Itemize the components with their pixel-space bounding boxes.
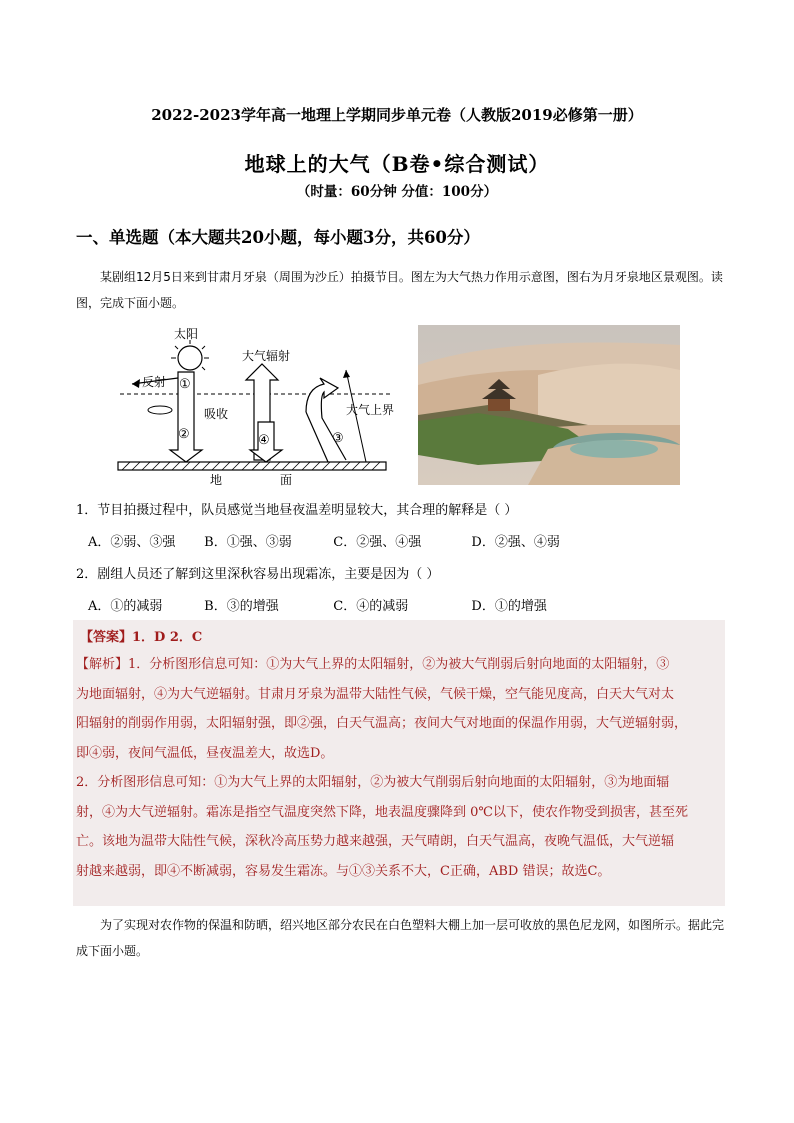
label-atm-radiation: 大气辐射 (242, 349, 291, 363)
atmosphere-heat-diagram (110, 322, 400, 490)
group1-intro: 某剧组12月5日来到甘肃月牙泉（周围为沙丘）拍摄节目。图左为大气热力作用示意图，图右为月牙泉地区景观图。读图，完成下面小题。 (76, 270, 723, 310)
explanation-line: 阳辐射的削弱作用弱，太阳辐射强，即②强，白天气温高；夜间大气对地面的保温作用弱，大气逆辐射弱， (76, 716, 688, 731)
q1-option-c[interactable]: C．②强、④强 (333, 535, 422, 550)
explanation (76, 650, 726, 886)
explanation-line: 射，④为大气逆辐射。霜冻是指空气温度突然下降，地表温度骤降到 0℃以下，使农作物受到损害，甚至死 (76, 804, 688, 820)
series-title: 2022-2023学年高一地理上学期同步单元卷（人教版2019必修第一册） (151, 106, 643, 124)
explanation-line: 2．分析图形信息可知：①为大气上界的太阳辐射，②为被大气削弱后射向地面的太阳辐射，③为地面辐 (76, 775, 670, 790)
q1-option-d[interactable]: D．②强、④弱 (471, 535, 560, 550)
explanation-line: 为地面辐射，④为大气逆辐射。甘肃月牙泉为温带大陆性气候，气候干燥，空气能见度高，白天大气对太 (76, 686, 675, 702)
unit-title: 地球上的大气（B卷•综合测试） (244, 152, 550, 176)
q2-option-d[interactable]: D．①的增强 (471, 599, 547, 614)
explanation-line: 即④弱，夜间气温低，昼夜温差大，故选D。 (76, 745, 334, 761)
q2-option-c[interactable]: C．④的减弱 (333, 599, 409, 614)
label-n2: ② (178, 427, 190, 442)
q1-stem: 1．节目拍摄过程中，队员感觉当地昼夜温差明显较大，其合理的解释是（ ） (76, 503, 518, 518)
q1-option-a[interactable]: A．②弱、③强 (88, 535, 176, 550)
label-ground-2: 面 (280, 473, 293, 487)
crescent-spring-photo (418, 325, 680, 485)
ground-radiation-arrow (306, 378, 346, 460)
q1-option-b[interactable]: B．①强、③弱 (204, 535, 292, 550)
cloud-icon (148, 406, 172, 414)
section-title: 一、单选题（本大题共20小题，每小题3分，共60分） (76, 228, 480, 247)
q2-options (76, 595, 547, 614)
label-n1: ① (179, 377, 191, 392)
label-reflect: 反射 (142, 375, 167, 389)
label-n4: ④ (258, 433, 270, 448)
sun-icon (171, 340, 209, 370)
label-ground-1: 地 (210, 473, 223, 487)
q2-option-b[interactable]: B．③的增强 (204, 599, 279, 614)
answer-line: 【答案】1．D 2．C (80, 630, 203, 645)
q1-options (76, 531, 560, 550)
explanation-line: 射越来越弱，即④不断减弱，容易发生霜冻。与①③关系不大，C正确，ABD 错误；故选C。 (76, 863, 611, 879)
label-n3: ③ (332, 431, 344, 446)
label-sun: 太阳 (174, 327, 199, 341)
q2-stem: 2．剧组人员还了解到这里深秋容易出现霜冻，主要是因为（ ） (76, 567, 440, 582)
label-absorb: 吸收 (204, 407, 229, 421)
q2-option-a[interactable]: A．①的减弱 (88, 599, 163, 614)
label-upper-boundary: 大气上界 (346, 403, 395, 417)
exam-meta: （时量：60分钟 分值：100分） (296, 184, 498, 200)
group2-intro: 为了实现对农作物的保温和防晒，绍兴地区部分农民在白色塑料大棚上加一层可收放的黑色尼龙网，如图所示。据此完成下面小题。 (76, 918, 725, 958)
explanation-line: 亡。该地为温带大陆性气候，深秋冷高压势力越来越强，天气晴朗，白天气温高，夜晚气温低，大气逆辐 (76, 834, 675, 849)
reflect-arrowhead (132, 379, 140, 388)
explanation-line: 【解析】1．分析图形信息可知：①为大气上界的太阳辐射，②为被大气削弱后射向地面的太阳辐射，③ (76, 657, 670, 672)
